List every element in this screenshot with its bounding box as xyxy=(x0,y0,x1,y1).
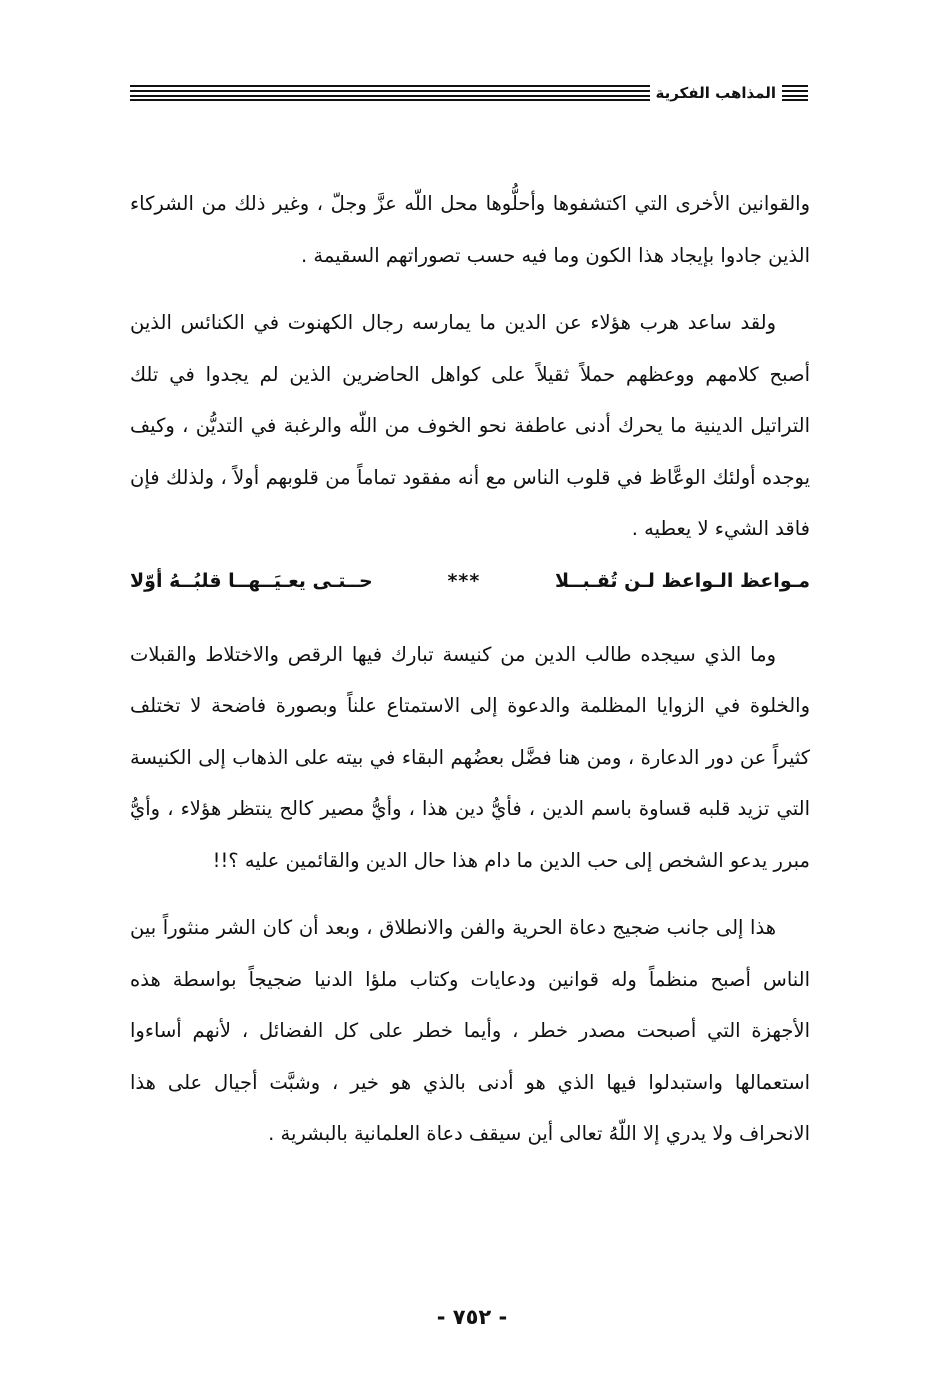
paragraph-4: هذا إلى جانب ضجيج دعاة الحرية والفن والانطلاق ، وبعد أن كان الشر منثوراً بين الناس أصبح منظماً وله قوانين ودعايات وكتاب ملؤا الدنيا ضجيجاً بواسطة هذه الأجهزة التي أصبحت مصدر خطر ، وأيما خطر على كل الفضائل ، لأنهم أساءوا استعمالها واستبدلوا فيها الذي هو أدنى بالذي هو خير ، وشبَّت أجيال على هذا الانحراف ولا يدري إلا اللّهُ تعالى أين سيقف دعاة العلمانية بالبشرية . xyxy=(130,916,810,1145)
poetry-verse xyxy=(130,561,810,601)
verse-separator: *** xyxy=(447,569,481,592)
header-ornament-right xyxy=(782,85,808,101)
verse-second-half: حــتـى يعـيَــهــا قلبُــهُ أوّلا xyxy=(130,569,373,592)
page-body xyxy=(130,178,810,1176)
page-number: - ٧٥٢ - xyxy=(436,1305,508,1329)
header-ornament-left xyxy=(130,85,650,101)
running-header xyxy=(130,80,808,106)
paragraph-2: ولقد ساعد هرب هؤلاء عن الدين ما يمارسه رجال الكهنوت في الكنائس الذين أصبح كلامهم ووعظهم حملاً ثقيلاً على كواهل الحاضرين الذين لم يجدوا في تلك التراتيل الدينية ما يحرك أدنى عاطفة نحو الخوف من اللّه والرغبة في التديُّن ، وكيف يوجده أولئك الوعَّاظ في قلوب الناس مع أنه مفقود تماماً من قلوبهم أولاً ، ولذلك فإن فاقد الشيء لا يعطيه . xyxy=(130,311,810,540)
paragraph-3: وما الذي سيجده طالب الدين من كنيسة تبارك فيها الرقص والاختلاط والقبلات والخلوة في الزوايا المظلمة والدعوة إلى الاستمتاع علناً وبصورة فاضحة لا تختلف كثيراً عن دور الدعارة ، ومن هنا فضَّل بعضُهم البقاء في بيته على الذهاب إلى الكنيسة التي تزيد قلبه قساوة باسم الدين ، فأيُّ دين هذا ، وأيُّ مصير كالح ينتظر هؤلاء ، وأيُّ مبرر يدعو الشخص إلى حب الدين ما دام هذا حال الدين والقائمين عليه ؟!! xyxy=(130,642,810,872)
header-title: المذاهب الفكرية xyxy=(655,84,776,102)
paragraph-1: والقوانين الأخرى التي اكتشفوها وأحلُّوها محل اللّه عزَّ وجلّ ، وغير ذلك من الشركاء الذين جادوا بإيجاد هذا الكون وما فيه حسب تصوراتهم السقيمة . xyxy=(130,192,810,267)
verse-first-half: مـواعظ الـواعظ لـن تُقـبــلا xyxy=(555,569,810,592)
